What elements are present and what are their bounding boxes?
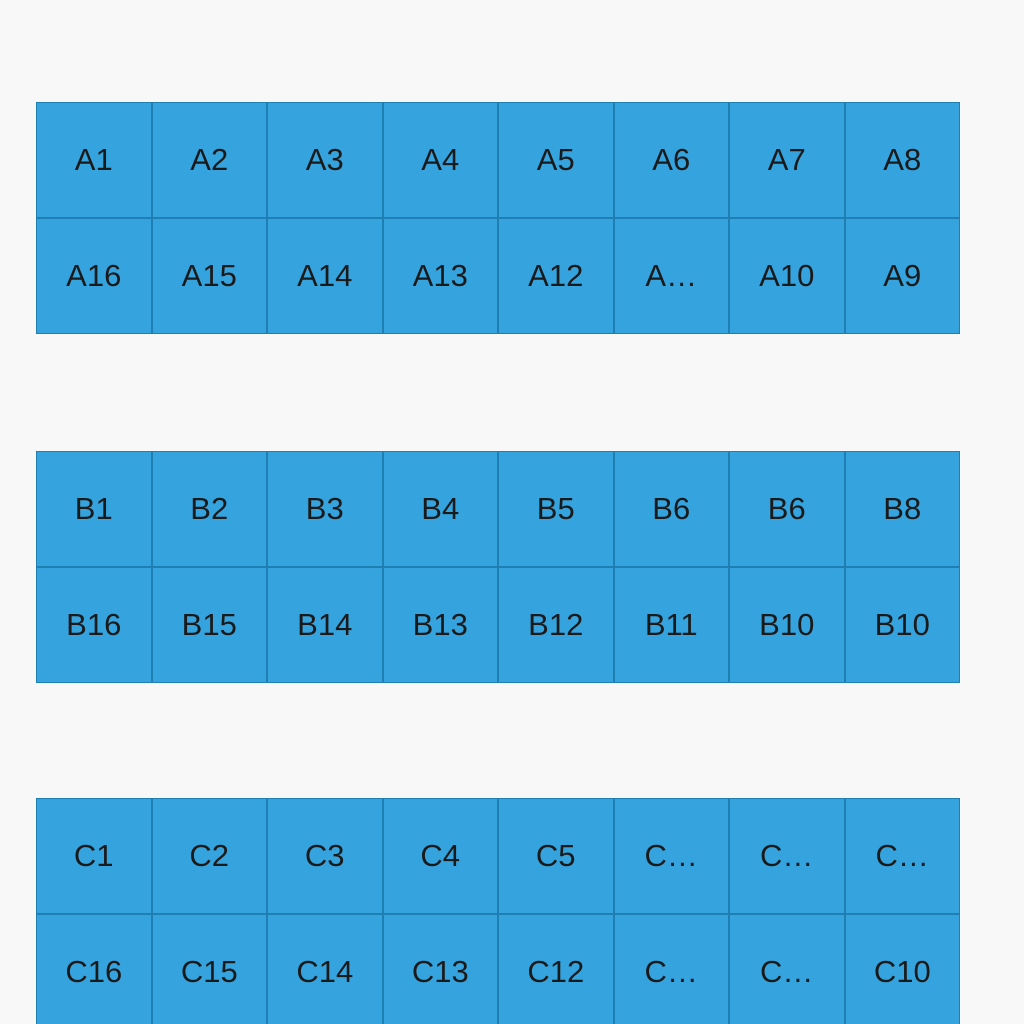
tile-label: B15 [181,607,237,642]
tile-row-bottom [36,218,960,334]
tile-b-bottom-5[interactable] [498,567,614,683]
tile-c-top-8[interactable] [845,798,961,914]
tile-c-bottom-6[interactable] [614,914,730,1024]
tile-label: B6 [652,491,691,526]
tile-label: B8 [883,491,922,526]
tile-label: C5 [535,838,576,873]
tile-c-top-3[interactable] [267,798,383,914]
tile-b-top-7[interactable] [729,451,845,567]
tile-label: C… [760,954,814,989]
tile-a-top-2[interactable] [152,102,268,218]
tile-label: B10 [759,607,815,642]
tile-label: A8 [883,142,922,177]
tile-label: C… [644,838,698,873]
tile-label: B5 [536,491,575,526]
tile-label: B16 [66,607,122,642]
tile-a-top-3[interactable] [267,102,383,218]
tile-a-top-7[interactable] [729,102,845,218]
tile-a-bottom-2[interactable] [152,218,268,334]
tile-b-top-4[interactable] [383,451,499,567]
tile-label: C13 [411,954,469,989]
tile-a-top-1[interactable] [36,102,152,218]
tile-row-top [36,102,960,218]
tile-a-top-5[interactable] [498,102,614,218]
tile-label: A7 [767,142,806,177]
tile-a-bottom-5[interactable] [498,218,614,334]
tile-label: B14 [297,607,353,642]
tile-label: A13 [412,258,468,293]
tile-c-top-5[interactable] [498,798,614,914]
tile-b-bottom-4[interactable] [383,567,499,683]
tile-label: C15 [180,954,238,989]
tile-label: B10 [874,607,930,642]
tile-c-bottom-3[interactable] [267,914,383,1024]
tile-label: B1 [74,491,113,526]
tile-b-bottom-1[interactable] [36,567,152,683]
tile-label: C12 [527,954,585,989]
tile-row-bottom [36,567,960,683]
tile-b-top-5[interactable] [498,451,614,567]
tile-label: C16 [65,954,123,989]
tile-label: B2 [190,491,229,526]
tile-label: A1 [74,142,113,177]
tile-label: C… [644,954,698,989]
tile-label: B3 [305,491,344,526]
tile-label: A15 [181,258,237,293]
tile-label: A4 [421,142,460,177]
tile-label: C14 [296,954,354,989]
tile-label: A10 [759,258,815,293]
tile-c-bottom-5[interactable] [498,914,614,1024]
tile-c-top-4[interactable] [383,798,499,914]
tile-b-bottom-3[interactable] [267,567,383,683]
tile-label: C… [760,838,814,873]
tile-b-top-3[interactable] [267,451,383,567]
tile-b-bottom-7[interactable] [729,567,845,683]
tile-b-top-8[interactable] [845,451,961,567]
tile-row-bottom [36,914,960,1024]
tile-label: A3 [305,142,344,177]
tile-label: B6 [767,491,806,526]
tile-a-top-8[interactable] [845,102,961,218]
tile-label: C1 [73,838,114,873]
tile-a-bottom-7[interactable] [729,218,845,334]
tile-c-bottom-8[interactable] [845,914,961,1024]
tile-label: B11 [644,607,698,642]
tile-label: A9 [883,258,922,293]
tile-a-bottom-3[interactable] [267,218,383,334]
tile-label: B12 [528,607,584,642]
tile-c-top-2[interactable] [152,798,268,914]
tile-c-top-7[interactable] [729,798,845,914]
tile-label: A12 [528,258,584,293]
tile-row-top [36,798,960,914]
tile-a-bottom-8[interactable] [845,218,961,334]
tile-label: B13 [412,607,468,642]
tile-c-top-1[interactable] [36,798,152,914]
tile-label: C10 [873,954,931,989]
tile-b-top-2[interactable] [152,451,268,567]
tile-a-top-6[interactable] [614,102,730,218]
tile-label: C2 [189,838,230,873]
tile-label: A6 [652,142,691,177]
tile-b-top-1[interactable] [36,451,152,567]
tile-c-bottom-7[interactable] [729,914,845,1024]
tile-label: A16 [66,258,122,293]
tile-b-bottom-8[interactable] [845,567,961,683]
tile-c-bottom-4[interactable] [383,914,499,1024]
tile-a-top-4[interactable] [383,102,499,218]
tile-c-bottom-1[interactable] [36,914,152,1024]
tile-label: A14 [297,258,353,293]
tile-a-bottom-4[interactable] [383,218,499,334]
tile-b-bottom-6[interactable] [614,567,730,683]
tile-label: A… [645,258,698,293]
tile-label: B4 [421,491,460,526]
tile-b-top-6[interactable] [614,451,730,567]
tile-label: A5 [536,142,575,177]
tile-row-top [36,451,960,567]
tile-group-a [36,102,960,334]
tile-group-b [36,451,960,683]
tile-label: C4 [420,838,461,873]
tile-label: C3 [304,838,345,873]
tile-c-top-6[interactable] [614,798,730,914]
tile-c-bottom-2[interactable] [152,914,268,1024]
tile-a-bottom-6[interactable] [614,218,730,334]
tile-label: A2 [190,142,229,177]
tile-label: C… [875,838,929,873]
tile-a-bottom-1[interactable] [36,218,152,334]
tile-group-c [36,798,960,1024]
tile-b-bottom-2[interactable] [152,567,268,683]
